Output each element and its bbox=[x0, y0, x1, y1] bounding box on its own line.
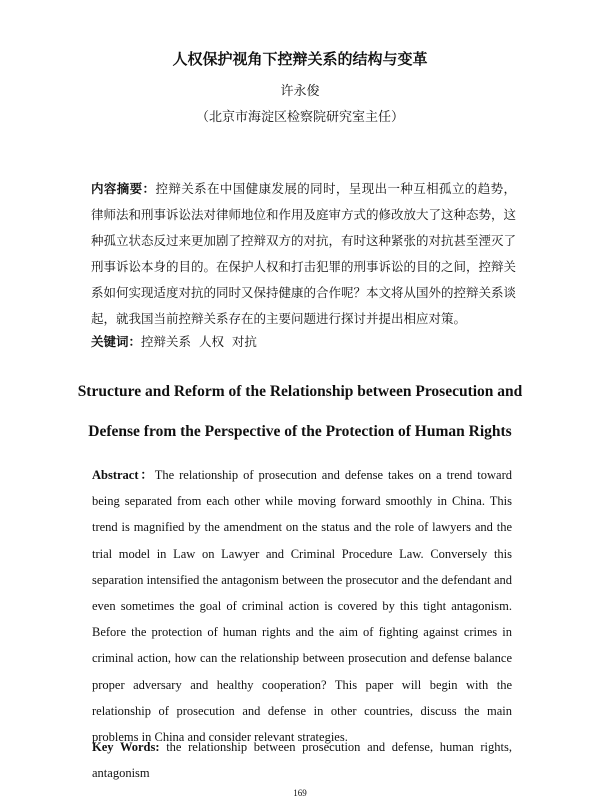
abstract-chinese bbox=[91, 176, 516, 332]
author-affiliation: （北京市海淀区检察院研究室主任） bbox=[195, 110, 404, 125]
author-name: 许永俊 bbox=[280, 84, 320, 99]
abstract-english-label: Abstract： bbox=[92, 468, 155, 482]
paper-title-english-line-2: Defense from the Perspective of the Protection of Human Rights bbox=[88, 423, 512, 440]
abstract-chinese-text: 控辩关系在中国健康发展的同时，呈现出一种互相孤立的趋势，律师法和刑事诉讼法对律师地位和作用及庭审方式的修改放大了这种态势，这种孤立状态反过来更加剧了控辩双方的对抗，有时这种紧张的对抗甚至湮灭了刑事诉讼本身的目的。在保护人权和打击犯罪的刑事诉讼的目的之间，控辩关系如何实现适度对抗的同时又保持健康的合作呢？本文将从国外的控辩关系谈起，就我国当前控辩关系存在的主要问题进行探讨并提出相应对策。 bbox=[91, 181, 517, 326]
keywords-english bbox=[92, 734, 512, 786]
keywords-chinese bbox=[91, 332, 516, 352]
keywords-chinese-text: 控辩关系 人权 对抗 bbox=[141, 334, 257, 349]
paper-title-english bbox=[70, 372, 530, 452]
paper-title-english-line-1: Structure and Reform of the Relationship between Prosecution and bbox=[77, 383, 523, 400]
paper-title-chinese: 人权保护视角下控辩关系的结构与变革 bbox=[172, 50, 428, 68]
abstract-chinese-label: 内容摘要： bbox=[91, 181, 156, 196]
keywords-english-label: Key Words: bbox=[92, 740, 160, 754]
keywords-english-text: the relationship between prosecution and defense, human rights, antagonism bbox=[92, 740, 512, 780]
abstract-english-text: The relationship of prosecution and defense takes on a trend toward being separated from each other while moving forward smoothly in China. This trend is magnified by the amendment on the status and the role of lawyers and the trial model in Law on Lawyer and Criminal Procedure Law. Conversely this separation intensified the antagonism between the prosecutor and the defendant and even sometimes the goal of criminal action is covered by this tight antagonism. Before the protection of human rights and the aim of fighting against crimes in criminal action, how can the relationship between prosecution and defense balance proper adversary and healthy cooperation? This paper will begin with the relationship of prosecution and defense in other countries, discuss the main problems in China and consider relevant strategies. bbox=[92, 468, 512, 745]
keywords-chinese-label: 关键词： bbox=[91, 334, 142, 349]
abstract-english bbox=[92, 462, 512, 750]
page-number: 169 bbox=[293, 788, 307, 798]
